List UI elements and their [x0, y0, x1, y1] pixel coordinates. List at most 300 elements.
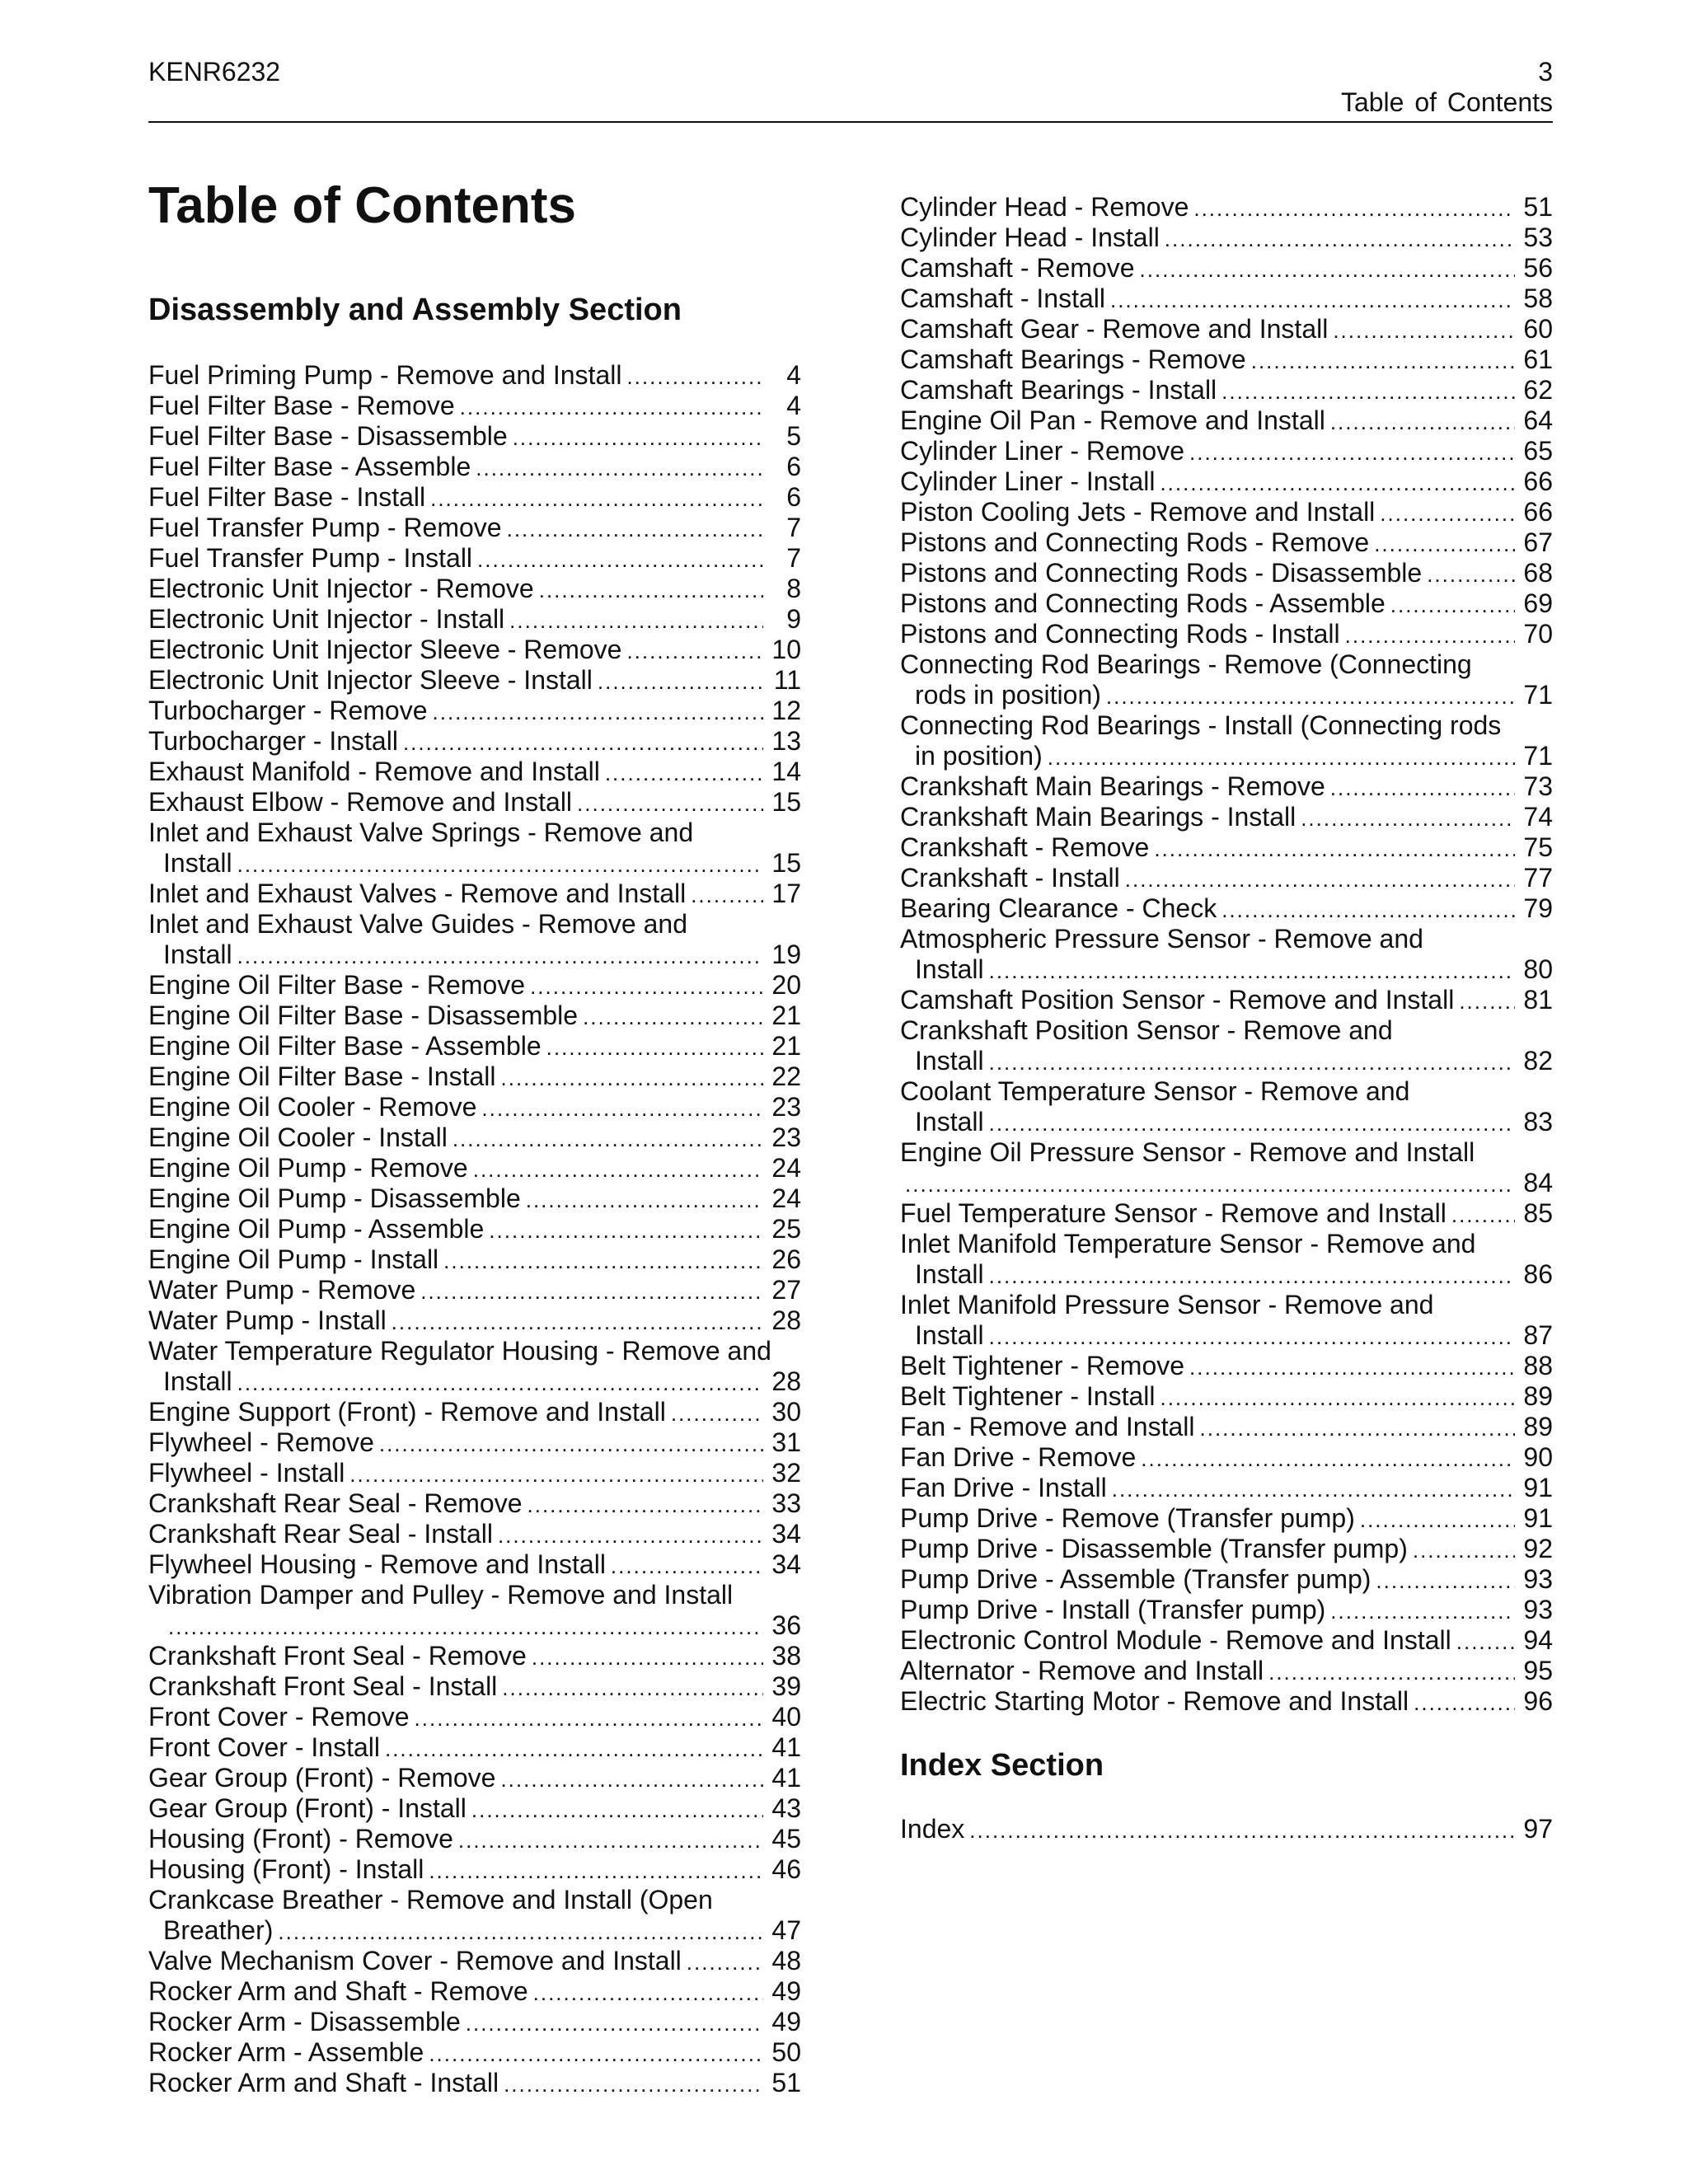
dot-leader — [530, 972, 763, 1002]
toc-entry-title: Pump Drive - Remove (Transfer pump) — [900, 1503, 1355, 1533]
toc-entry[interactable] — [900, 985, 1553, 1015]
dot-leader — [415, 1704, 763, 1734]
toc-entry-title: Electric Starting Motor - Remove and Install — [900, 1686, 1409, 1716]
toc-entry-title: Pump Drive - Install (Transfer pump) — [900, 1595, 1326, 1624]
toc-entry-title: Cylinder Head - Remove — [900, 192, 1189, 222]
toc-entry[interactable] — [900, 1595, 1553, 1625]
toc-entry-title: Pump Drive - Disassemble (Transfer pump) — [900, 1534, 1408, 1563]
dot-leader — [1333, 316, 1515, 346]
toc-entry[interactable] — [900, 893, 1553, 924]
toc-entry[interactable] — [148, 513, 801, 543]
toc-entry[interactable] — [148, 1732, 801, 1763]
toc-entry-title: Valve Mechanism Cover - Remove and Install — [148, 1946, 682, 1975]
toc-entry[interactable] — [148, 574, 801, 604]
toc-entry-title: Crankshaft Rear Seal - Remove — [148, 1488, 523, 1518]
toc-page-number: 22 — [771, 1062, 801, 1091]
toc-entry[interactable] — [148, 1183, 801, 1214]
toc-entry[interactable] — [148, 1275, 801, 1305]
toc-page-number: 20 — [771, 970, 801, 1000]
toc-entry[interactable] — [148, 1763, 801, 1793]
toc-entry-title: Rocker Arm and Shaft - Install — [148, 2068, 499, 2097]
toc-entry-title: Water Pump - Install — [148, 1305, 387, 1335]
dot-leader — [539, 575, 763, 606]
toc-entry-title: Inlet and Exhaust Valve Springs - Remove and — [148, 818, 694, 847]
toc-entry[interactable] — [148, 1336, 801, 1397]
toc-page-number: 34 — [771, 1549, 801, 1579]
toc-entry-title: Inlet Manifold Pressure Sensor - Remove and — [900, 1290, 1434, 1319]
toc-page-number: 94 — [1523, 1625, 1553, 1655]
toc-entry[interactable] — [148, 1001, 801, 1031]
toc-entry[interactable] — [148, 1488, 801, 1519]
dot-leader — [1459, 987, 1515, 1017]
toc-page-number: 24 — [771, 1183, 801, 1213]
toc-page-number: 92 — [1523, 1534, 1553, 1563]
toc-entry[interactable] — [900, 1229, 1553, 1290]
toc-entry[interactable] — [148, 1122, 801, 1153]
dot-leader — [385, 1734, 763, 1765]
toc-entry[interactable] — [900, 436, 1553, 466]
toc-page-number: 32 — [771, 1458, 801, 1488]
dot-leader — [379, 1429, 763, 1460]
toc-entry[interactable] — [900, 1381, 1553, 1412]
toc-entry-title: Gear Group (Front) - Remove — [148, 1763, 496, 1793]
dot-leader — [501, 1063, 764, 1094]
toc-page-number: 17 — [771, 879, 801, 908]
toc-page-number: 70 — [1523, 619, 1553, 649]
toc-list-index — [900, 1814, 1553, 1844]
toc-page-number: 7 — [786, 543, 801, 573]
toc-entry[interactable] — [900, 1503, 1553, 1534]
toc-page-number: 58 — [1523, 284, 1553, 313]
toc-page-number: 10 — [771, 635, 801, 664]
toc-entry[interactable] — [148, 2068, 801, 2098]
toc-entry-title: Fan Drive - Remove — [900, 1442, 1137, 1472]
toc-entry-title: Crankshaft - Remove — [900, 832, 1150, 862]
toc-entry[interactable] — [900, 527, 1553, 558]
toc-page-number: 60 — [1523, 314, 1553, 344]
toc-entry-title: Vibration Damper and Pulley - Remove and Install — [148, 1580, 734, 1610]
toc-list-left — [148, 360, 801, 2098]
dot-leader — [1141, 1444, 1515, 1474]
toc-entry[interactable] — [900, 802, 1553, 832]
dot-leader — [1301, 804, 1515, 834]
toc-page-number: 4 — [786, 391, 801, 420]
toc-entry-title: Front Cover - Install — [148, 1732, 380, 1762]
toc-page-number: 11 — [773, 665, 801, 695]
toc-entry[interactable] — [148, 1702, 801, 1732]
toc-entry-title: Crankshaft Front Seal - Install — [148, 1671, 498, 1701]
toc-entry[interactable] — [148, 421, 801, 452]
toc-entry[interactable] — [148, 1946, 801, 1976]
toc-entry[interactable] — [148, 360, 801, 391]
dot-leader — [473, 1155, 763, 1185]
dot-leader — [989, 956, 1515, 987]
toc-page-number: 4 — [786, 360, 801, 390]
toc-entry[interactable] — [900, 924, 1553, 985]
toc-entry-title: Turbocharger - Remove — [148, 696, 428, 725]
toc-entry-title: Connecting Rod Bearings - Remove (Connecting — [900, 649, 1472, 679]
toc-entry[interactable] — [900, 1351, 1553, 1381]
toc-entry[interactable] — [148, 1244, 801, 1275]
toc-page-number: 90 — [1523, 1442, 1553, 1472]
toc-entry-title-continued: Install — [915, 954, 984, 984]
toc-entry-title: Engine Oil Pan - Remove and Install — [900, 405, 1325, 435]
dot-leader — [168, 1612, 763, 1643]
dot-leader — [489, 1216, 763, 1246]
toc-entry[interactable] — [900, 1198, 1553, 1229]
toc-entry-title: Fuel Temperature Sensor - Remove and Install — [900, 1198, 1447, 1228]
toc-entry-title: Engine Oil Pump - Remove — [148, 1153, 468, 1183]
toc-entry[interactable] — [900, 1015, 1553, 1076]
toc-page-number: 39 — [771, 1671, 801, 1701]
toc-entry-title: Camshaft Gear - Remove and Install — [900, 314, 1329, 344]
toc-page-number: 80 — [1523, 954, 1553, 984]
toc-entry-title-continued: Breather) — [163, 1915, 274, 1945]
toc-entry-title: Electronic Unit Injector Sleeve - Install — [148, 665, 593, 695]
dot-leader — [466, 2008, 763, 2039]
toc-entry[interactable] — [900, 192, 1553, 223]
dot-leader — [1268, 1657, 1515, 1688]
toc-page-number: 6 — [786, 452, 801, 481]
toc-entry-title: Rocker Arm - Disassemble — [148, 2007, 461, 2036]
dot-leader — [1160, 468, 1515, 499]
toc-entry[interactable] — [148, 787, 801, 818]
toc-page-number: 27 — [771, 1275, 801, 1305]
toc-entry-title: Engine Oil Pump - Assemble — [148, 1214, 485, 1244]
toc-page-number: 75 — [1523, 832, 1553, 862]
toc-entry-title: Electronic Unit Injector - Remove — [148, 574, 534, 603]
toc-entry-title: Electronic Control Module - Remove and Install — [900, 1625, 1451, 1655]
dot-leader — [1200, 1413, 1516, 1444]
toc-entry[interactable] — [148, 1519, 801, 1549]
dot-leader — [1112, 1474, 1515, 1505]
dot-leader — [443, 1246, 763, 1277]
dot-leader — [1221, 895, 1515, 926]
toc-entry[interactable] — [148, 482, 801, 513]
dot-leader — [1125, 865, 1515, 895]
toc-page-number: 9 — [786, 604, 801, 634]
dot-leader — [1048, 743, 1515, 773]
toc-entry[interactable] — [900, 1656, 1553, 1686]
toc-entry-title: Bearing Clearance - Check — [900, 893, 1217, 923]
toc-entry-title: Exhaust Manifold - Remove and Install — [148, 757, 600, 786]
toc-entry[interactable] — [148, 1427, 801, 1458]
toc-entry-title: Crankshaft Main Bearings - Install — [900, 802, 1296, 832]
dot-leader — [452, 1124, 763, 1155]
toc-entry-title: Cylinder Liner - Remove — [900, 436, 1185, 466]
toc-page-number: 48 — [771, 1946, 801, 1975]
dot-leader — [1360, 1505, 1515, 1535]
toc-page-number: 21 — [771, 1001, 801, 1030]
toc-page-number: 28 — [771, 1305, 801, 1335]
toc-page-number: 56 — [1523, 253, 1553, 283]
toc-entry[interactable] — [148, 1397, 801, 1427]
toc-entry[interactable] — [900, 558, 1553, 588]
dot-leader — [513, 423, 763, 453]
toc-entry[interactable] — [148, 635, 801, 665]
dot-leader — [1221, 377, 1515, 407]
dot-leader — [1140, 255, 1515, 285]
toc-entry[interactable] — [148, 391, 801, 421]
dot-leader — [1374, 529, 1515, 560]
toc-page-number: 26 — [771, 1244, 801, 1274]
toc-page-number: 49 — [771, 1976, 801, 2006]
toc-page-number: 15 — [771, 848, 801, 878]
toc-entry-title-continued: Install — [915, 1259, 984, 1289]
toc-entry[interactable] — [900, 1814, 1553, 1844]
dot-leader — [626, 362, 763, 392]
dot-leader — [532, 1643, 763, 1673]
toc-page-number: 96 — [1523, 1686, 1553, 1716]
toc-entry-title: Coolant Temperature Sensor - Remove and — [900, 1076, 1410, 1106]
toc-page-number: 82 — [1523, 1046, 1553, 1076]
toc-entry[interactable] — [900, 466, 1553, 497]
toc-entry-title: Atmospheric Pressure Sensor - Remove and — [900, 924, 1423, 954]
toc-page-number: 15 — [771, 787, 801, 817]
toc-entry-title: Fuel Filter Base - Remove — [148, 391, 455, 420]
toc-entry-title: Camshaft Bearings - Install — [900, 375, 1217, 405]
dot-leader — [1414, 1688, 1515, 1718]
dot-leader — [1189, 1352, 1515, 1383]
dot-leader — [528, 1490, 763, 1521]
toc-page-number: 30 — [771, 1397, 801, 1427]
dot-leader — [1427, 560, 1515, 590]
toc-entry[interactable] — [900, 1564, 1553, 1595]
toc-entry[interactable] — [900, 375, 1553, 405]
toc-entry[interactable] — [900, 1076, 1553, 1137]
dot-leader — [577, 789, 763, 819]
toc-entry-title: Pistons and Connecting Rods - Disassemble — [900, 558, 1423, 588]
toc-list-right — [900, 192, 1553, 1717]
toc-entry[interactable] — [148, 1641, 801, 1671]
toc-entry[interactable] — [148, 1458, 801, 1488]
toc-entry[interactable] — [148, 1824, 801, 1854]
toc-page-number: 51 — [1523, 192, 1553, 222]
toc-entry[interactable] — [900, 1412, 1553, 1442]
toc-entry-title: Alternator - Remove and Install — [900, 1656, 1264, 1685]
toc-entry-title: Crankcase Breather - Remove and Install (Open — [148, 1885, 713, 1915]
toc-entry[interactable] — [900, 1442, 1553, 1473]
toc-page-number: 77 — [1523, 863, 1553, 893]
toc-entry[interactable] — [900, 1137, 1553, 1198]
toc-entry[interactable] — [148, 757, 801, 787]
dot-leader — [1376, 1566, 1515, 1596]
toc-page-number: 41 — [771, 1732, 801, 1762]
toc-page-number: 69 — [1523, 588, 1553, 618]
toc-entry[interactable] — [148, 1976, 801, 2007]
toc-entry-title: Piston Cooling Jets - Remove and Install — [900, 497, 1376, 527]
dot-leader — [546, 1033, 763, 1063]
toc-page-number: 12 — [771, 696, 801, 725]
toc-entry-title: Inlet Manifold Temperature Sensor - Remove and — [900, 1229, 1476, 1258]
toc-entry[interactable] — [148, 1549, 801, 1580]
toc-entry-title: Flywheel Housing - Remove and Install — [148, 1549, 606, 1579]
toc-page-number: 41 — [771, 1763, 801, 1793]
toc-entry[interactable] — [148, 1031, 801, 1062]
toc-entry[interactable] — [148, 1580, 801, 1641]
toc-page-number: 66 — [1523, 466, 1553, 496]
toc-entry-title: Fuel Priming Pump - Remove and Install — [148, 360, 622, 390]
toc-entry[interactable] — [900, 771, 1553, 802]
toc-page-number: 28 — [771, 1366, 801, 1396]
toc-entry-title-continued: Install — [915, 1046, 984, 1076]
toc-entry[interactable] — [900, 1290, 1553, 1351]
toc-entry[interactable] — [148, 1854, 801, 1885]
toc-page-number: 81 — [1523, 985, 1553, 1015]
toc-entry-title: Front Cover - Remove — [148, 1702, 410, 1732]
dot-leader — [969, 1816, 1515, 1846]
toc-entry[interactable] — [900, 405, 1553, 436]
toc-entry[interactable] — [900, 863, 1553, 893]
toc-entry[interactable] — [148, 1214, 801, 1244]
toc-entry[interactable] — [148, 1671, 801, 1702]
toc-page-number: 33 — [771, 1488, 801, 1518]
toc-entry-title-continued: Install — [915, 1107, 984, 1137]
dot-leader — [429, 1856, 763, 1886]
toc-page-number: 21 — [771, 1031, 801, 1061]
toc-entry-title: Electronic Unit Injector Sleeve - Remove — [148, 635, 622, 664]
toc-entry[interactable] — [148, 2007, 801, 2037]
running-header-title: Table of Contents — [1340, 87, 1553, 117]
toc-entry-title: Pistons and Connecting Rods - Remove — [900, 527, 1370, 557]
toc-page-number: 65 — [1523, 436, 1553, 466]
toc-entry[interactable] — [148, 696, 801, 726]
toc-entry[interactable] — [148, 543, 801, 574]
page-title: Table of Contents — [148, 177, 576, 234]
toc-entry[interactable] — [900, 619, 1553, 649]
toc-entry[interactable] — [900, 588, 1553, 619]
dot-leader — [691, 880, 763, 911]
toc-entry-title: Fan Drive - Install — [900, 1473, 1107, 1502]
section-heading-index: Index Section — [900, 1748, 1104, 1783]
toc-entry-title: Pistons and Connecting Rods - Assemble — [900, 588, 1386, 618]
toc-page-number: 91 — [1523, 1473, 1553, 1502]
toc-entry[interactable] — [900, 1625, 1553, 1656]
toc-entry-title: Camshaft Position Sensor - Remove and Install — [900, 985, 1455, 1015]
toc-page-number: 62 — [1523, 375, 1553, 405]
toc-entry-title: Crankshaft Main Bearings - Remove — [900, 771, 1325, 801]
dot-leader — [1451, 1200, 1515, 1230]
toc-entry[interactable] — [148, 726, 801, 757]
toc-entry-title: Fuel Transfer Pump - Remove — [148, 513, 502, 542]
toc-page-number: 47 — [771, 1915, 801, 1945]
toc-entry-title: Fuel Filter Base - Install — [148, 482, 426, 512]
toc-entry[interactable] — [148, 818, 801, 879]
toc-page-number: 91 — [1523, 1503, 1553, 1533]
dot-leader — [403, 728, 763, 758]
toc-entry[interactable] — [148, 909, 801, 970]
toc-entry[interactable] — [148, 1062, 801, 1092]
toc-entry[interactable] — [900, 649, 1553, 710]
dot-leader — [237, 850, 763, 880]
dot-leader — [989, 1261, 1515, 1291]
toc-page-number: 86 — [1523, 1259, 1553, 1289]
toc-entry-title: Crankshaft Rear Seal - Install — [148, 1519, 493, 1549]
toc-entry[interactable] — [900, 1473, 1553, 1503]
toc-entry-title: Rocker Arm and Shaft - Remove — [148, 1976, 528, 2006]
dot-leader — [278, 1917, 763, 1947]
toc-entry[interactable] — [900, 710, 1553, 771]
toc-page-number: 84 — [1523, 1168, 1553, 1197]
dot-leader — [1380, 499, 1515, 529]
toc-entry-title: Index — [900, 1814, 965, 1844]
toc-entry-title: Inlet and Exhaust Valve Guides - Remove and — [148, 909, 687, 939]
toc-entry-title: Connecting Rod Bearings - Install (Connecting rods — [900, 710, 1502, 740]
toc-entry[interactable] — [148, 1092, 801, 1122]
toc-page-number: 74 — [1523, 802, 1553, 832]
toc-entry-title-continued: Install — [163, 940, 232, 969]
dot-leader — [498, 1521, 763, 1551]
toc-entry[interactable] — [900, 1686, 1553, 1717]
dot-leader — [509, 606, 763, 636]
toc-page-number: 5 — [786, 421, 801, 451]
toc-page-number: 23 — [771, 1092, 801, 1122]
dot-leader — [507, 514, 763, 545]
toc-entry-title: Engine Support (Front) - Remove and Install — [148, 1397, 666, 1427]
toc-entry[interactable] — [148, 452, 801, 482]
dot-leader — [458, 1825, 763, 1856]
dot-leader — [1110, 285, 1515, 316]
toc-page-number: 8 — [786, 574, 801, 603]
toc-page-number: 67 — [1523, 527, 1553, 557]
toc-entry-title: Camshaft Bearings - Remove — [900, 344, 1246, 374]
toc-entry-title: Fan - Remove and Install — [900, 1412, 1195, 1441]
toc-entry[interactable] — [148, 879, 801, 909]
dot-leader — [533, 1978, 763, 2008]
toc-page-number: 73 — [1523, 771, 1553, 801]
toc-entry[interactable] — [900, 314, 1553, 344]
dot-leader — [1160, 1383, 1515, 1413]
toc-entry[interactable] — [148, 1793, 801, 1824]
toc-entry-title: Engine Oil Pressure Sensor - Remove and Install — [900, 1137, 1475, 1167]
dot-leader — [626, 636, 763, 667]
dot-leader — [583, 1002, 763, 1033]
toc-entry[interactable] — [148, 2037, 801, 2068]
toc-entry[interactable] — [900, 497, 1553, 527]
toc-entry-title: Crankshaft Position Sensor - Remove and — [900, 1015, 1393, 1045]
toc-entry[interactable] — [900, 253, 1553, 284]
toc-entry[interactable] — [148, 604, 801, 635]
dot-leader — [1330, 407, 1515, 438]
toc-entry[interactable] — [148, 1885, 801, 1946]
toc-entry-title: Flywheel - Remove — [148, 1427, 374, 1457]
toc-entry[interactable] — [148, 1305, 801, 1336]
toc-entry[interactable] — [900, 832, 1553, 863]
toc-entry[interactable] — [148, 665, 801, 696]
toc-page-number: 50 — [771, 2037, 801, 2067]
toc-entry-title: Belt Tightener - Install — [900, 1381, 1156, 1411]
toc-entry-title: Cylinder Liner - Install — [900, 466, 1156, 496]
toc-entry-title-continued: Install — [163, 1366, 232, 1396]
dot-leader — [1189, 438, 1515, 468]
toc-entry[interactable] — [148, 1153, 801, 1183]
toc-entry[interactable] — [900, 284, 1553, 314]
toc-entry[interactable] — [900, 1534, 1553, 1564]
toc-page-number: 71 — [1523, 741, 1553, 771]
header-rule — [148, 121, 1553, 123]
toc-entry-title: Cylinder Head - Install — [900, 223, 1160, 252]
toc-entry-title: Gear Group (Front) - Install — [148, 1793, 467, 1823]
toc-entry[interactable] — [900, 344, 1553, 375]
dot-leader — [671, 1399, 763, 1429]
toc-entry[interactable] — [900, 223, 1553, 253]
toc-page-number: 25 — [771, 1214, 801, 1244]
toc-entry[interactable] — [148, 970, 801, 1001]
dot-leader — [687, 1947, 763, 1978]
toc-page-number: 51 — [771, 2068, 801, 2097]
toc-page-number: 88 — [1523, 1351, 1553, 1380]
toc-entry-title-continued: Install — [915, 1320, 984, 1350]
